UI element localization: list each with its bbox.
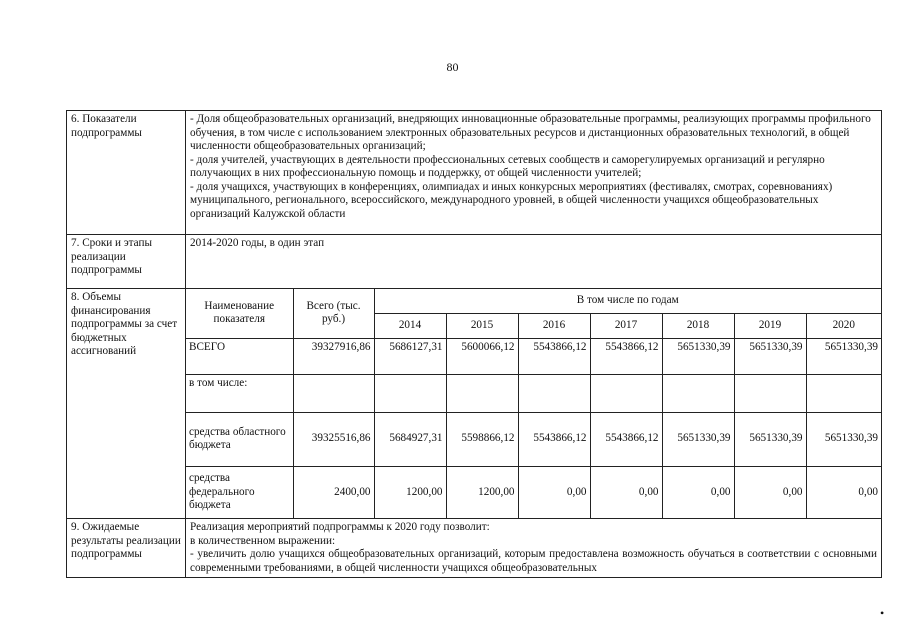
passport-table [66,110,882,578]
header-indicator-name: Наименование показателя [186,289,293,338]
cell-value: 0,00 [806,466,881,518]
section-9-row [67,519,882,578]
year-header: 2017 [590,313,662,338]
section-7-label: 7. Сроки и этапы реализации подпрограммы [67,235,186,289]
cell-value [734,374,806,412]
results-quantitative-heading: в количественном выражении: [190,534,336,547]
cell-value: 5684927,31 [374,412,446,466]
cell-value: 5543866,12 [518,338,590,374]
cell-value: 5600066,12 [446,338,518,374]
cell-value [662,374,734,412]
section-7-content: 2014-2020 годы, в один этап [186,235,882,289]
header-years-group: В том числе по годам [374,289,881,313]
cell-value [806,374,881,412]
year-header: 2018 [662,313,734,338]
cell-value: 5651330,39 [734,338,806,374]
year-header: 2019 [734,313,806,338]
financing-table [186,289,881,518]
table-row [186,374,881,412]
cell-value: 5651330,39 [662,412,734,466]
cell-value: 5651330,39 [806,412,881,466]
cell-value [518,374,590,412]
section-6-label: 6. Показатели подпрограммы [67,111,186,235]
results-intro: Реализация мероприятий подпрограммы к 2020 году позволит: [190,521,490,533]
page-mark-dot: • [880,606,885,620]
indicator-bullet-1: - Доля общеобразовательных организаций, внедряющих инновационные образовательные программы, реализующих программы профильного обучения, в том числе с использованием электронных образовательных ресурсов и дистанционных образовательных технологий, в общей численности общеобразовательных организаций; [190,113,871,152]
table-row [186,466,881,518]
cell-value: 0,00 [734,466,806,518]
row-total [293,374,374,412]
section-9-label: 9. Ожидаемые результаты реализации подпрограммы [67,519,186,578]
header-total: Всего (тыс. руб.) [293,289,374,338]
section-8-content [186,289,882,519]
cell-value: 5651330,39 [662,338,734,374]
cell-value: 5651330,39 [734,412,806,466]
cell-value: 0,00 [662,466,734,518]
cell-value: 1200,00 [446,466,518,518]
cell-value: 5543866,12 [590,338,662,374]
cell-value: 0,00 [590,466,662,518]
indicator-bullet-2: - доля учителей, участвующих в деятельности профессиональных сетевых сообществ и саморегулируемых организаций и регулярно получающих в них профессиональную помощь и поддержку, от общей численности учителей; [190,153,825,179]
year-header: 2016 [518,313,590,338]
row-name: средства областного бюджета [186,412,293,466]
row-name: средства федерального бюджета [186,466,293,518]
table-row [186,412,881,466]
section-8-row [67,289,882,519]
cell-value: 5543866,12 [590,412,662,466]
section-6-row [67,111,882,235]
results-bullet-1: - увеличить долю учащихся общеобразовательных организаций, которым предоставлена возможность обучаться в соответствии с основными современными требованиями, в общей численности учащихся общеобразовательных [190,548,877,574]
page-number: 80 [446,60,459,74]
cell-value: 5651330,39 [806,338,881,374]
year-header: 2014 [374,313,446,338]
indicator-bullet-3: - доля учащихся, участвующих в конференциях, олимпиадах и иных конкурсных мероприятиях (фестивалях, смотрах, соревнованиях) муниципального, регионального, всероссийского, международного уровней, в общей численности учащихся общеобразовательных организаций Калужской области [190,180,833,220]
cell-value: 1200,00 [374,466,446,518]
row-name: в том числе: [186,374,293,412]
year-header: 2020 [806,313,881,338]
cell-value [374,374,446,412]
table-row [186,338,881,374]
year-header: 2015 [446,313,518,338]
cell-value: 5543866,12 [518,412,590,466]
section-8-label: 8. Объемы финансирования подпрограммы за счет бюджетных ассигнований [67,289,186,519]
row-total: 2400,00 [293,466,374,518]
cell-value [446,374,518,412]
section-6-content [186,111,882,235]
cell-value: 5686127,31 [374,338,446,374]
section-9-content [186,519,882,578]
row-name: ВСЕГО [186,338,293,374]
row-total: 39327916,86 [293,338,374,374]
section-7-row [67,235,882,289]
cell-value: 0,00 [518,466,590,518]
cell-value: 5598866,12 [446,412,518,466]
row-total: 39325516,86 [293,412,374,466]
cell-value [590,374,662,412]
